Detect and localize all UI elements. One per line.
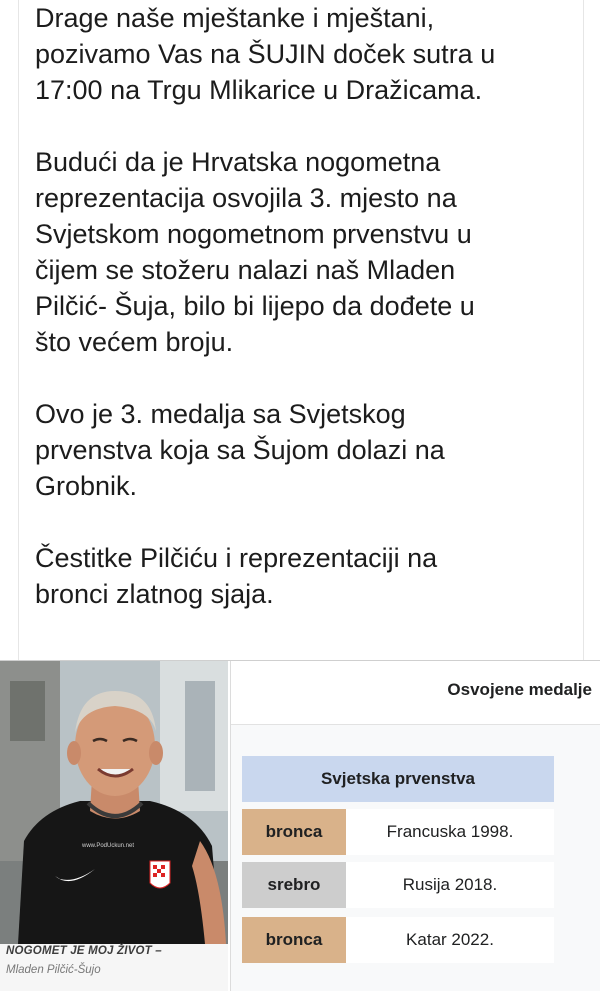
medal-row — [242, 917, 554, 963]
caption-title: NOGOMET JE MOJ ŽIVOT – — [6, 945, 162, 957]
infobox-header — [231, 661, 600, 724]
post-paragraph-3: Ovo je 3. medalja sa Svjetskog prvenstva koja sa Šujom dolazi na Grobnik. — [35, 399, 445, 501]
medal-type: srebro — [242, 862, 346, 908]
medal-event[interactable]: Rusija 2018. — [346, 862, 554, 908]
medal-event[interactable]: Katar 2022. — [346, 917, 554, 963]
medal-type: bronca — [242, 809, 346, 855]
medal-row — [242, 862, 554, 908]
photo-caption — [0, 944, 228, 991]
attached-image[interactable] — [0, 660, 600, 991]
post-border-left — [18, 0, 19, 660]
medal-event[interactable]: Francuska 1998. — [346, 809, 554, 855]
medals-infobox — [230, 661, 600, 991]
post-paragraph-4: Čestitke Pilčiću i reprezentaciji na bronci zlatnog sjaja. — [35, 543, 438, 609]
infobox-section-title: Svjetska prvenstva — [242, 756, 554, 802]
post-border-right — [583, 0, 584, 660]
portrait-photo — [0, 661, 228, 944]
post-text — [35, 0, 580, 648]
caption-subtitle: Mladen Pilčić-Šujo — [6, 964, 101, 976]
post-paragraph-2: Budući da je Hrvatska nogometna reprezentacija osvojila 3. mjesto na Svjetskom nogometnom prvenstvu u čijem se stožeru nalazi naš Mladen Pilčić- Šuja, bilo bi lijepo da dođete u što većem broju. — [35, 147, 475, 357]
portrait-illustration — [0, 661, 228, 944]
infobox-header-title: Osvojene medalje — [447, 680, 592, 699]
post-paragraph-1: Drage naše mještanke i mještani, pozivamo Vas na ŠUJIN doček sutra u 17:00 na Trgu Mlikarice u Dražicama. — [35, 3, 496, 105]
medal-row — [242, 809, 554, 855]
shirt-text: www.PodUckun.net — [82, 843, 135, 849]
medal-type: bronca — [242, 917, 346, 963]
